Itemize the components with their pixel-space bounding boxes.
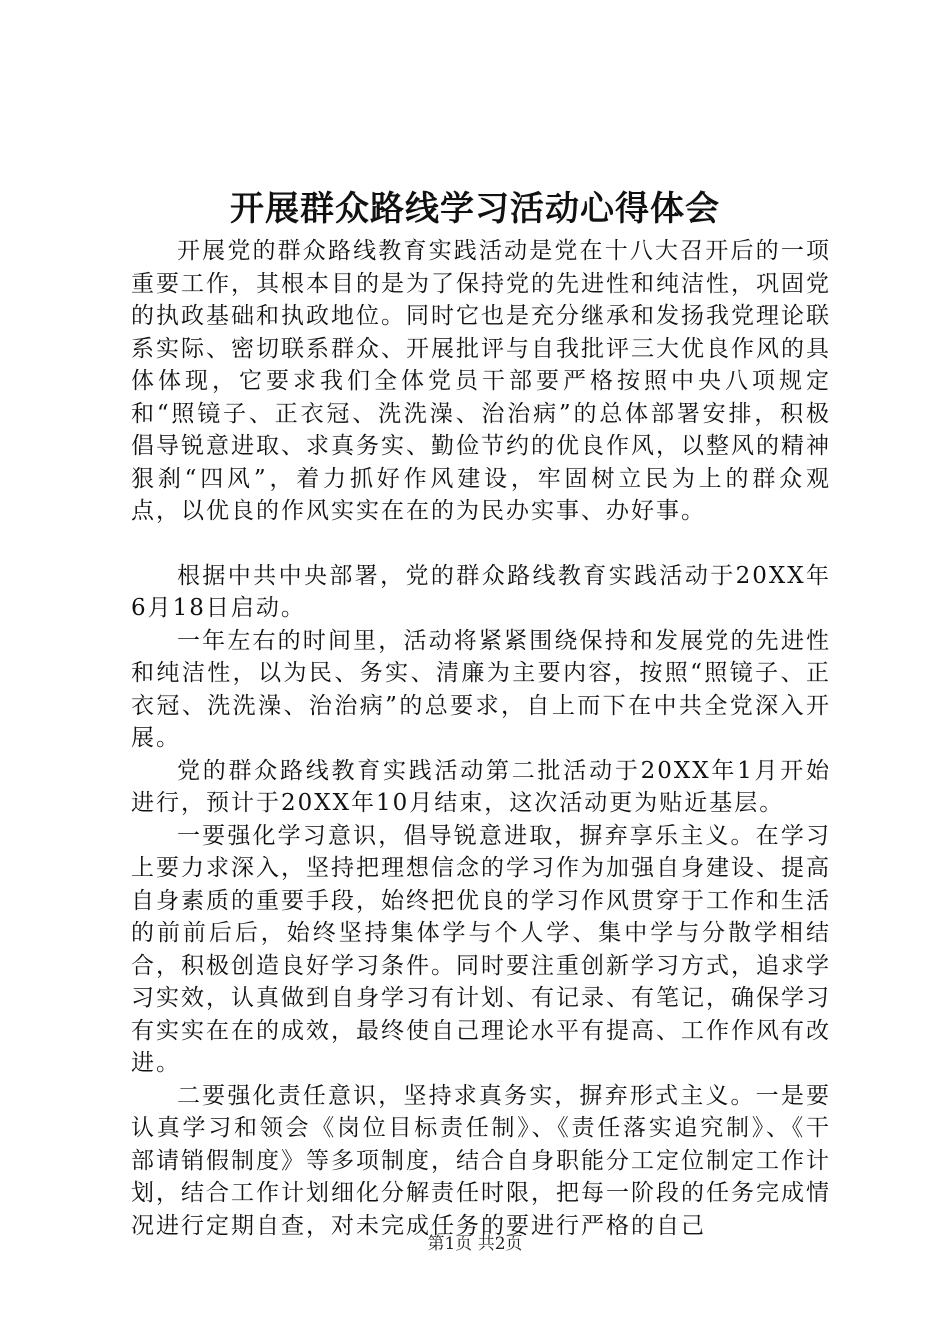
paragraph-launch-date: 根据中共中央部署，党的群众路线教育实践活动于20XX年6月18日启动。 [131, 562, 831, 621]
paragraph-study-awareness: 一要强化学习意识，倡导锐意进取，摒弃享乐主义。在学习上要力求深入，坚持把理想信念的学习作为加强自身建设、提高自身素质的重要手段，始终把优良的学习作风贯穿于工作和生活的前前后后，始终坚持集体学与个人学、集中学与分散学相结合，积极创造良好学习条件。同时要注重创新学习方式，追求学习实效，认真做到自身学习有计划、有记录、有笔记，确保学习有实实在在的成效，最终使自己理论水平有提高、工作作风有改进。 [131, 822, 831, 1076]
document-body [131, 235, 831, 1242]
document-title: 开展群众路线学习活动心得体会 [230, 189, 720, 229]
paragraph-one-year: 一年左右的时间里，活动将紧紧围绕保持和发展党的先进性和纯洁性，以为民、务实、清廉为主要内容，按照“照镜子、正衣冠、洗洗澡、治治病”的总要求，自上而下在中共全党深入开展。 [131, 627, 831, 751]
paragraph-second-batch: 党的群众路线教育实践活动第二批活动于20XX年1月开始进行，预计于20XX年10月结束，这次活动更为贴近基层。 [131, 757, 831, 816]
paragraph-intro: 开展党的群众路线教育实践活动是党在十八大召开后的一项重要工作，其根本目的是为了保持党的先进性和纯洁性，巩固党的执政基础和执政地位。同时它也是充分继承和发扬我党理论联系实际、密切联系群众、开展批评与自我批评三大优良作风的具体体现，它要求我们全体党员干部要严格按照中央八项规定和“照镜子、正衣冠、洗洗澡、治治病”的总体部署安排，积极倡导锐意进取、求真务实、勤俭节约的优良作风，以整风的精神狠刹“四风”，着力抓好作风建设，牢固树立民为上的群众观点，以优良的作风实实在在的为民办实事、办好事。 [131, 238, 831, 524]
paragraph-responsibility-awareness: 二要强化责任意识，坚持求真务实，摒弃形式主义。一是要认真学习和领会《岗位目标责任制》、《责任落实追究制》、《干部请销假制度》等多项制度，结合自身职能分工定位制定工作计划，结合工作计划细化分解责任时限，把每一阶段的任务完成情况进行定期自查，对未完成任务的要进行严格的自己 [131, 1082, 831, 1239]
page-number-footer: 第1页 共2页 [427, 1234, 523, 1254]
